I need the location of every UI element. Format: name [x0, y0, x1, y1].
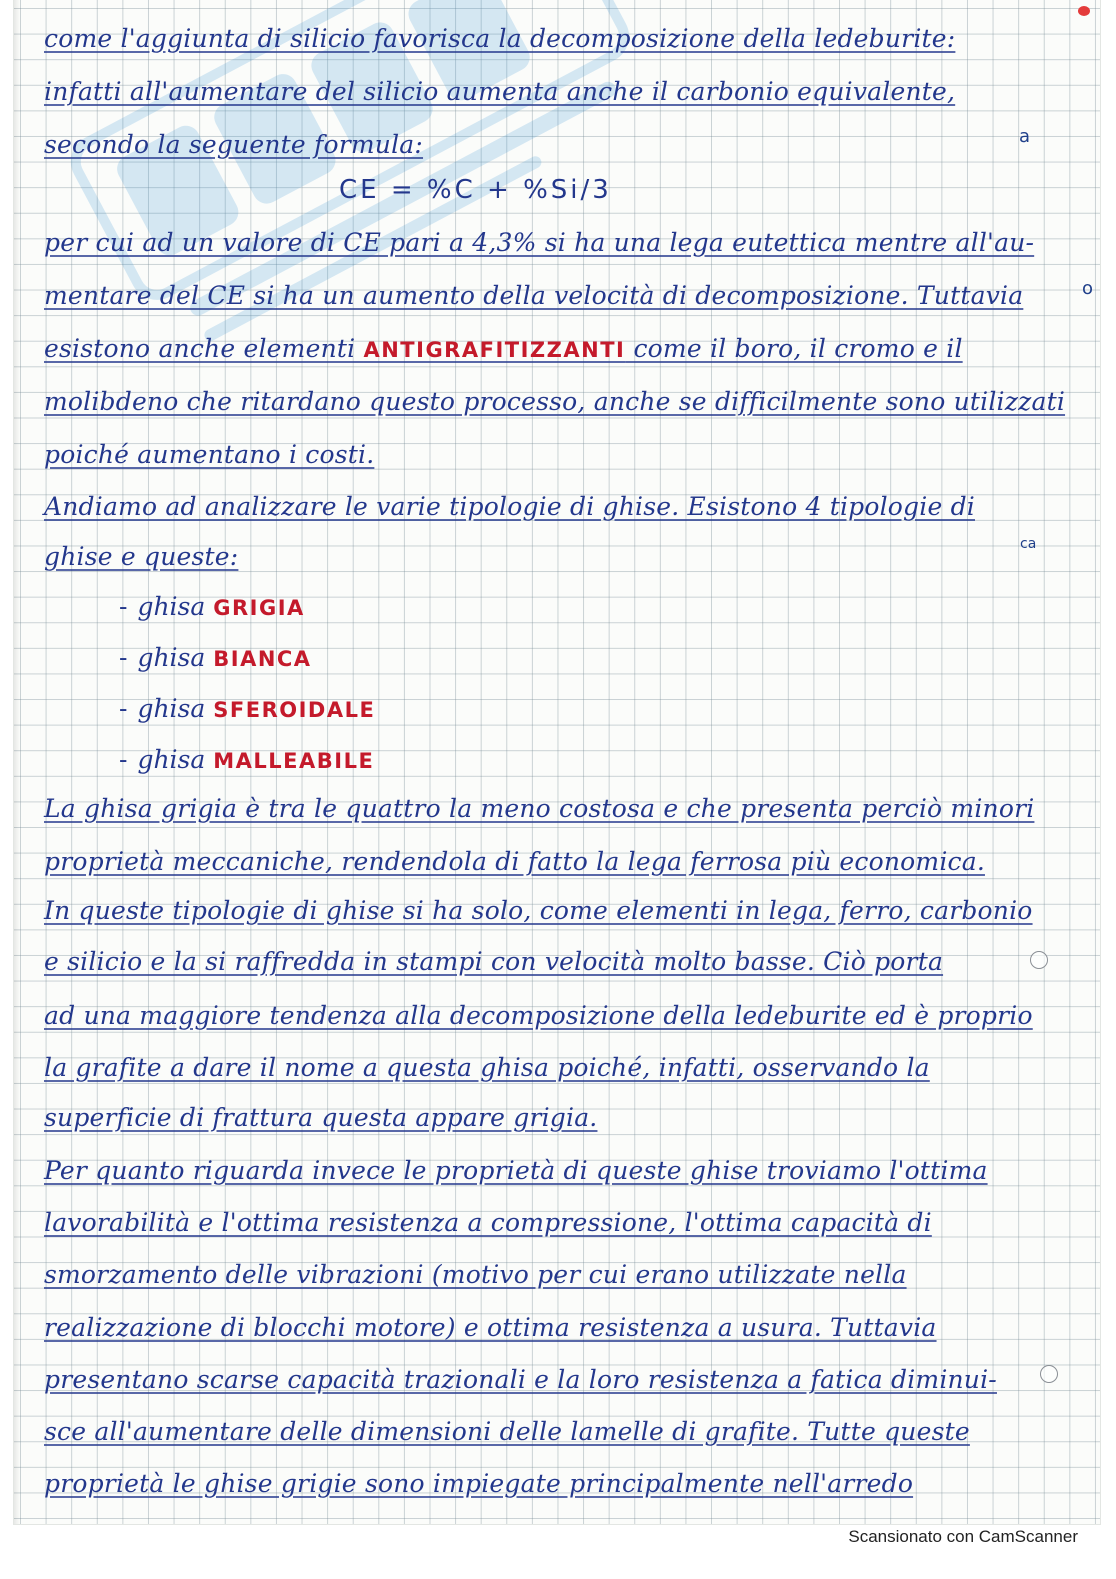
note-line-18: Per quanto riguarda invece le proprietà di queste ghise troviamo l'ottima — [44, 1156, 988, 1185]
note-line-20: smorzamento delle vibrazioni (motivo per cui erano utilizzate nella — [44, 1260, 907, 1289]
cast-iron-type-name: MALLEABILE — [213, 749, 375, 773]
note-line-19: lavorabilità e l'ottima resistenza a compressione, l'ottima capacità di — [44, 1208, 932, 1237]
notebook-sheet — [14, 0, 1100, 1524]
cast-iron-type-item: - ghisa SFEROIDALE — [119, 694, 376, 723]
note-line-10: ghise e queste: — [44, 542, 239, 571]
note-line-13: In queste tipologie di ghise si ha solo, come elementi in lega, ferro, carbonio — [44, 896, 1033, 925]
page-edge-shadow — [14, 0, 20, 1524]
cast-iron-type-prefix: ghisa — [137, 694, 206, 723]
cast-iron-type-item: - ghisa BIANCA — [119, 643, 312, 672]
antigraphitizing-keyword: ANTIGRAFITIZZANTI — [363, 338, 626, 362]
note-line-15: ad una maggiore tendenza alla decomposizione della ledeburite ed è proprio — [44, 1001, 1033, 1030]
margin-annotation: o — [1082, 278, 1094, 299]
note-line-17: superficie di frattura questa appare grigia. — [44, 1103, 598, 1132]
note-line-5: mentare del CE si ha un aumento della velocità di decomposizione. Tuttavia — [44, 281, 1024, 310]
note-line-6 — [44, 334, 963, 363]
note-line-2: infatti all'aumentare del silicio aumenta anche il carbonio equivalente, — [44, 77, 956, 106]
note-line-21: realizzazione di blocchi motore) e ottima resistenza a usura. Tuttavia — [44, 1313, 937, 1342]
note-line-3: secondo la seguente formula: — [44, 130, 424, 159]
note-line-23: sce all'aumentare delle dimensioni delle lamelle di grafite. Tutte queste — [44, 1417, 970, 1446]
note-line-6-start: esistono anche elementi — [44, 334, 364, 363]
cast-iron-type-prefix: ghisa — [137, 643, 206, 672]
cast-iron-type-name: SFEROIDALE — [213, 698, 376, 722]
cast-iron-type-prefix: ghisa — [137, 745, 206, 774]
margin-annotation: ca — [1020, 536, 1037, 552]
cast-iron-type-prefix: ghisa — [137, 592, 206, 621]
punch-hole — [1030, 951, 1048, 969]
note-line-12: proprietà meccaniche, rendendola di fatto la lega ferrosa più economica. — [44, 847, 985, 876]
note-line-6-end: come il boro, il cromo e il — [625, 334, 963, 363]
carbon-equivalent-formula: CE = %C + %Si/3 — [339, 175, 612, 205]
note-line-9: Andiamo ad analizzare le varie tipologie di ghise. Esistono 4 tipologie di — [44, 492, 975, 521]
scanner-footer: Scansionato con CamScanner — [848, 1527, 1078, 1546]
punch-hole — [1040, 1365, 1058, 1383]
note-line-14: e silicio e la si raffredda in stampi con velocità molto basse. Ciò porta — [44, 947, 944, 976]
note-line-16: la grafite a dare il nome a questa ghisa poiché, infatti, osservando la — [44, 1053, 930, 1082]
note-line-4: per cui ad un valore di CE pari a 4,3% si ha una lega eutettica mentre all'au- — [44, 228, 1035, 257]
note-line-24: proprietà le ghise grigie sono impiegate principalmente nell'arredo — [44, 1469, 914, 1498]
cast-iron-type-item: - ghisa GRIGIA — [119, 592, 305, 621]
note-line-7: molibdeno che ritardano questo processo, anche se difficilmente sono utilizzati — [44, 387, 1066, 416]
note-line-8: poiché aumentano i costi. — [44, 440, 375, 469]
note-line-1: come l'aggiunta di silicio favorisca la decomposizione della ledeburite: — [44, 24, 956, 53]
cast-iron-type-item: - ghisa MALLEABILE — [119, 745, 375, 774]
cast-iron-type-name: BIANCA — [213, 647, 312, 671]
note-line-22: presentano scarse capacità trazionali e la loro resistenza a fatica diminui- — [44, 1365, 997, 1394]
margin-annotation: a — [1019, 126, 1031, 147]
cast-iron-type-name: GRIGIA — [213, 596, 305, 620]
corner-dot — [1078, 6, 1090, 16]
note-line-11: La ghisa grigia è tra le quattro la meno costosa e che presenta perciò minori — [44, 794, 1035, 823]
